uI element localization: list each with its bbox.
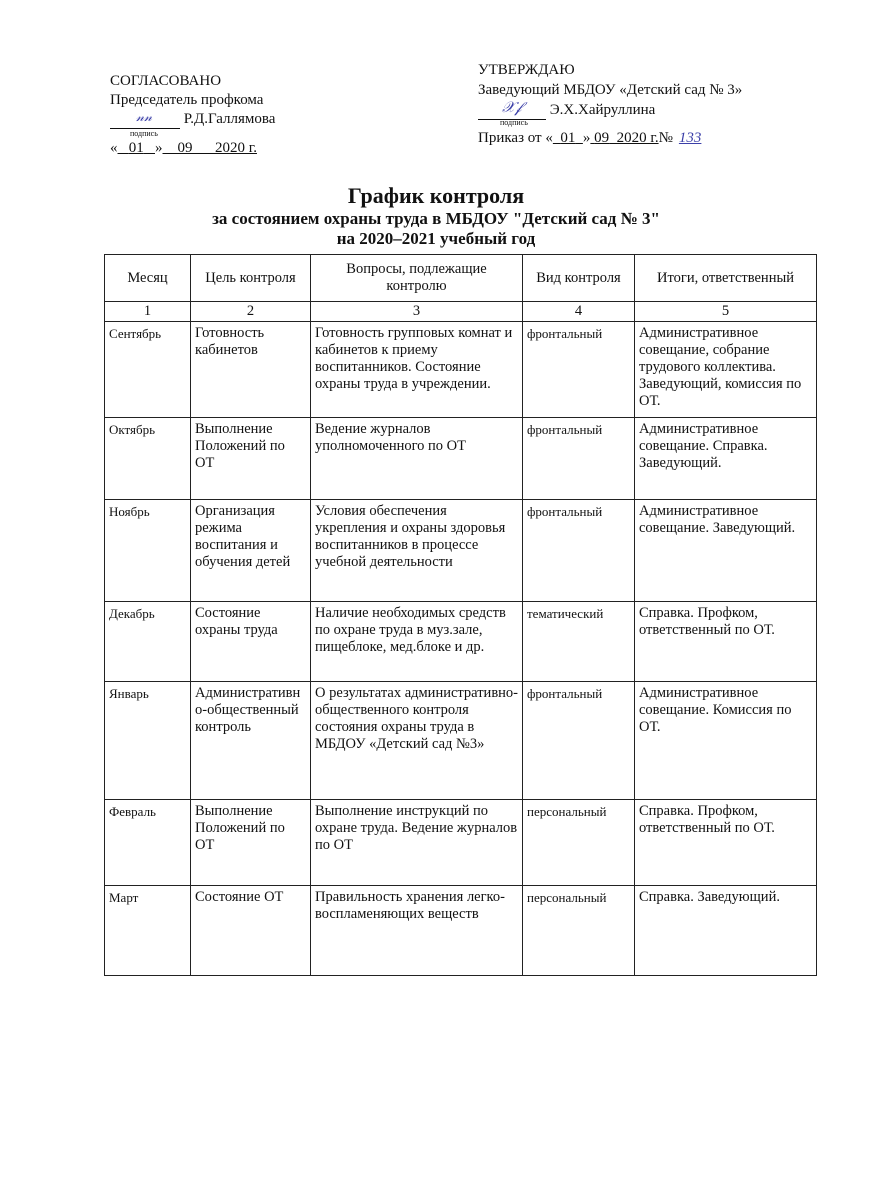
cell-goal: Организация режима воспитания и обучения детей — [191, 500, 311, 602]
cell-questions: Готовность групповых комнат и кабинетов к приему воспитанников. Состояние охраны труда в учреждении. — [311, 322, 523, 418]
cell-kind: персональный — [523, 800, 635, 886]
cell-questions: Правильность хранения легко-воспламеняющих веществ — [311, 886, 523, 976]
title-sub1: за состоянием охраны труда в МБДОУ "Детский сад № 3" — [212, 209, 660, 228]
column-number: 5 — [635, 302, 817, 322]
cell-month: Январь — [105, 682, 191, 800]
header-result: Итоги, ответственный — [635, 255, 817, 302]
cell-result: Справка. Профком, ответственный по ОТ. — [635, 800, 817, 886]
table-row — [105, 602, 817, 682]
order-number: 133 — [678, 130, 702, 146]
header-kind: Вид контроля — [523, 255, 635, 302]
cell-goal: Состояние ОТ — [191, 886, 311, 976]
table-row — [105, 500, 817, 602]
cell-kind: фронтальный — [523, 322, 635, 418]
signatory-name-left: Р.Д.Галлямова — [183, 111, 276, 127]
cell-result: Административное совещание, собрание трудового коллектива. Заведующий, комиссия по ОТ. — [635, 322, 817, 418]
cell-month: Сентябрь — [105, 322, 191, 418]
control-schedule-table — [104, 254, 817, 976]
signature-line-left — [110, 112, 180, 129]
cell-result: Административное совещание. Заведующий. — [635, 500, 817, 602]
signature-mark-right: 𝒳𝒻 — [502, 98, 522, 116]
approval-block-right — [478, 60, 808, 148]
cell-questions: Наличие необходимых средств по охране труда в муз.зале, пищеблоке, мед.блоке и др. — [311, 602, 523, 682]
signature-mark-left: 𝓃𝓃 — [136, 110, 153, 125]
signature-caption-left: подпись — [130, 129, 158, 138]
approval-role-left: Председатель профкома — [110, 92, 264, 108]
table-row — [105, 886, 817, 976]
table-row — [105, 682, 817, 800]
cell-goal: Выполнение Положений по ОТ — [191, 800, 311, 886]
header-month: Месяц — [105, 255, 191, 302]
signature-caption-right: подпись — [500, 118, 528, 127]
approval-block-left — [110, 72, 350, 158]
cell-result: Справка. Заведующий. — [635, 886, 817, 976]
table-row — [105, 322, 817, 418]
cell-kind: тематический — [523, 602, 635, 682]
cell-month: Ноябрь — [105, 500, 191, 602]
table-row — [105, 418, 817, 500]
cell-month: Февраль — [105, 800, 191, 886]
cell-goal: Административно-общественный контроль — [191, 682, 311, 800]
cell-month: Март — [105, 886, 191, 976]
header-questions: Вопросы, подлежащие контролю — [311, 255, 523, 302]
document-title — [0, 183, 872, 249]
approval-heading-left: СОГЛАСОВАНО — [110, 73, 222, 89]
column-number: 2 — [191, 302, 311, 322]
signature-row-left — [110, 110, 350, 139]
signature-row-right — [478, 100, 808, 128]
cell-goal: Готовность кабинетов — [191, 322, 311, 418]
table-header-row — [105, 255, 817, 302]
approval-heading-right: УТВЕРЖДАЮ — [478, 62, 575, 78]
cell-kind: персональный — [523, 886, 635, 976]
signature-line-right — [478, 98, 546, 120]
cell-result: Административное совещание. Справка. Заведующий. — [635, 418, 817, 500]
header-goal: Цель контроля — [191, 255, 311, 302]
order-line: Приказ от « 01 » 09 2020 г.№ 133 — [478, 128, 808, 148]
column-number: 4 — [523, 302, 635, 322]
approval-date-left: « 01 » 09 2020 г. — [110, 140, 257, 156]
title-sub2: на 2020–2021 учебный год — [336, 229, 536, 248]
cell-result: Справка. Профком, ответственный по ОТ. — [635, 602, 817, 682]
cell-month: Октябрь — [105, 418, 191, 500]
column-number: 1 — [105, 302, 191, 322]
column-number: 3 — [311, 302, 523, 322]
cell-kind: фронтальный — [523, 682, 635, 800]
cell-month: Декабрь — [105, 602, 191, 682]
cell-goal: Выполнение Положений по ОТ — [191, 418, 311, 500]
table-row — [105, 800, 817, 886]
cell-result: Административное совещание. Комиссия по ОТ. — [635, 682, 817, 800]
title-main: График контроля — [347, 183, 525, 208]
approval-role-right: Заведующий МБДОУ «Детский сад № 3» — [478, 82, 743, 98]
cell-goal: Состояние охраны труда — [191, 602, 311, 682]
cell-questions: Условия обеспечения укрепления и охраны здоровья воспитанников в процессе учебной деятельности — [311, 500, 523, 602]
cell-questions: Ведение журналов уполномоченного по ОТ — [311, 418, 523, 500]
signatory-name-right: Э.Х.Хайруллина — [549, 102, 656, 118]
column-number-row — [105, 302, 817, 322]
cell-kind: фронтальный — [523, 500, 635, 602]
cell-questions: Выполнение инструкций по охране труда. Ведение журналов по ОТ — [311, 800, 523, 886]
cell-questions: О результатах административно-общественного контроля состояния охраны труда в МБДОУ «Детский сад №3» — [311, 682, 523, 800]
cell-kind: фронтальный — [523, 418, 635, 500]
